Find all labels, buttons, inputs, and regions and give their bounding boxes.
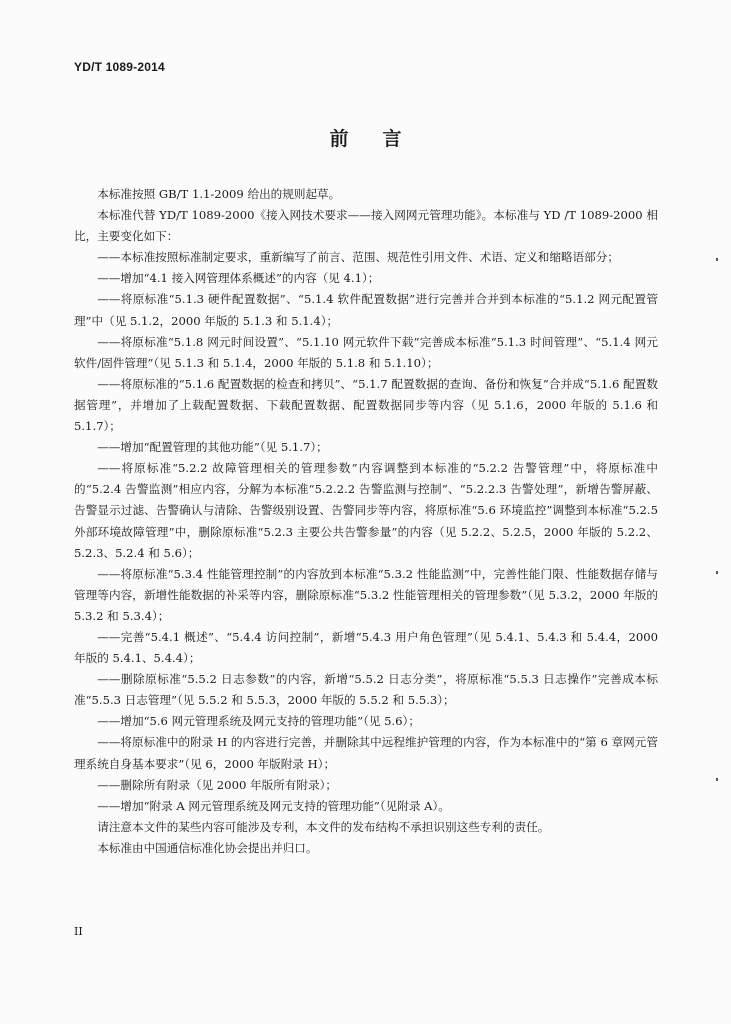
change-item: ——完善“5.4.1 概述”、“5.4.4 访问控制”，新增“5.4.3 用户角色管理”（见 5.4.1、5.4.3 和 5.4.4，2000 年版的 5.4.1、5.4.4）； bbox=[74, 629, 658, 666]
change-item: ——将原标准“5.1.8 网元时间设置”、“5.1.10 网元软件下载”完善成本标准“5.1.3 时间管理”、“5.1.4 网元软件/固件管理”（见 5.1.3 和 5.1.4，2000 年版的 5.1.8 和 5.1.10）； bbox=[74, 334, 658, 370]
page-number: II bbox=[74, 925, 83, 938]
change-item: ——将原标准的“5.1.6 配置数据的检查和拷贝”、“5.1.7 配置数据的查询、备份和恢复”合并成“5.1.6 配置数据管理”，并增加了上载配置数据、下载配置数据、配置数据同步等内容（见 5.1.6，2000 年版的 5.1.6 和 5.1.7）； bbox=[74, 376, 658, 434]
patent-notice: 请注意本文件的某些内容可能涉及专利，本文件的发布结构不承担识别这些专利的责任。 bbox=[97, 819, 550, 834]
scan-speck bbox=[716, 778, 718, 781]
change-item: ——将原标准“5.3.4 性能管理控制”的内容放到本标准“5.3.2 性能监测”中，完善性能门限、性能数据存储与管理等内容，新增性能数据的补采等内容，删除原标准“5.3.2 性能管理相关的管理参数”（见 5.3.2，2000 年版的 5.3.2 和 5.3.4）； bbox=[74, 566, 658, 623]
change-item: ——增加“配置管理的其他功能”（见 5.1.7）； bbox=[97, 440, 328, 455]
scan-speck bbox=[716, 258, 718, 261]
paragraph: 本标准按照 GB/T 1.1-2009 给出的规则起草。 bbox=[97, 187, 341, 201]
page-title: 前言 bbox=[329, 128, 436, 150]
scan-speck bbox=[716, 571, 718, 574]
change-item: ——删除所有附录（见 2000 年版所有附录）； bbox=[97, 777, 337, 792]
change-item: ——本标准按照标准制定要求，重新编写了前言、范围、规范性引用文件、术语、定义和缩略语部分； bbox=[97, 250, 619, 265]
foreword-body bbox=[74, 184, 658, 859]
change-item: ——将原标准“5.1.3 硬件配置数据”、“5.1.4 软件配置数据”进行完善并合并到本标准的“5.1.2 网元配置管理”中（见 5.1.2，2000 年版的 5.1.3 和 5.1.4）； bbox=[74, 292, 658, 328]
change-item: ——增加“附录 A 网元管理系统及网元支持的管理功能”（见附录 A）。 bbox=[97, 798, 450, 813]
standard-code-header: YD/T 1089-2014 bbox=[74, 60, 165, 74]
proposer-statement: 本标准由中国通信标准化协会提出并归口。 bbox=[97, 840, 318, 855]
change-item: ——增加“4.1 接入网管理体系概述”的内容（见 4.1）； bbox=[97, 271, 380, 286]
change-item: ——增加“5.6 网元管理系统及网元支持的管理功能”（见 5.6）； bbox=[97, 714, 420, 729]
change-item: ——将原标准“5.2.2 故障管理相关的管理参数”内容调整到本标准的“5.2.2 告警管理”中，将原标准中的“5.2.4 告警监测”相应内容，分解为本标准“5.2.2.2 告警监测与控制”、“5.2.2.3 告警处理”，新增告警屏蔽、告警显示过滤、告警确认与清除、告警级别设置、告警同步等内容，将原标准“5.6 环境监控”调整到本标准“5.2.5 外部环境故障管理”中，删除原标准“5.2.3 主要公共告警参量”的内容（见 5.2.2、5.2.5，2000 年版的 5.2.2、5.2.3、5.2.4 和 5.6）； bbox=[74, 461, 658, 560]
paragraph: 本标准代替 YD/T 1089-2000《接入网技术要求——接入网网元管理功能》。本标准与 YD /T 1089-2000 相比，主要变化如下： bbox=[74, 208, 658, 244]
change-item: ——删除原标准“5.5.2 日志参数”的内容，新增“5.5.2 日志分类”，将原标准“5.5.3 日志操作”完善成本标准“5.5.3 日志管理”（见 5.5.2 和 5.5.3，2000 年版的 5.5.2 和 5.5.3）； bbox=[74, 672, 658, 708]
change-item: ——将原标准中的附录 H 的内容进行完善，并删除其中远程维护管理的内容，作为本标准中的“第 6 章网元管理系统自身基本要求”（见 6，2000 年版附录 H）； bbox=[74, 735, 658, 771]
